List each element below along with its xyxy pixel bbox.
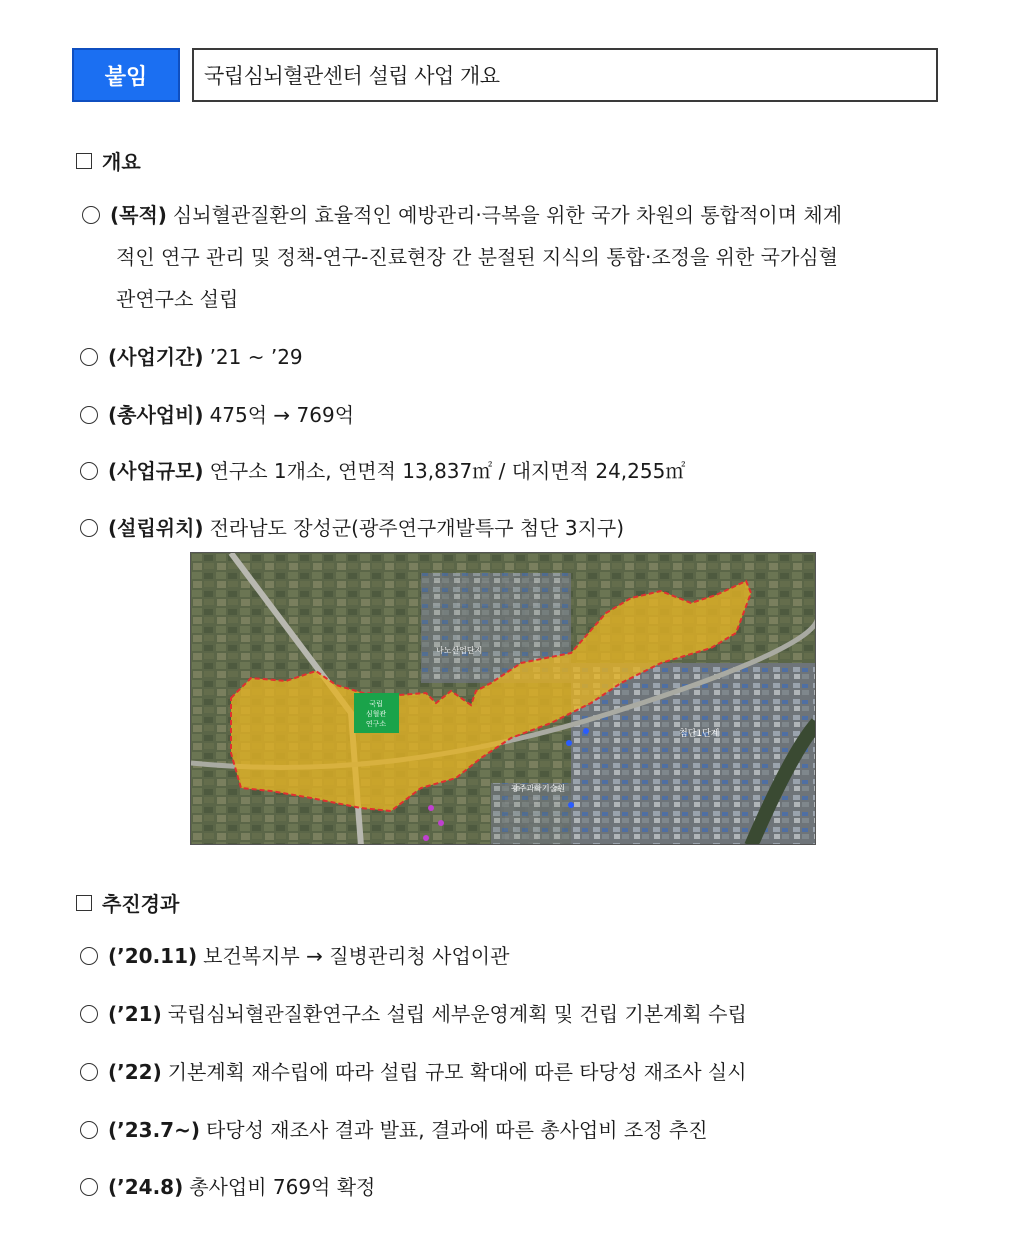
item-label: (’24.8) xyxy=(108,1175,184,1199)
item-text-continued: 적인 연구 관리 및 정책-연구-진료현장 간 분절된 지식의 통합·조정을 위한 국가심혈 xyxy=(116,245,838,269)
circle-bullet-icon xyxy=(80,462,98,480)
document-header xyxy=(72,48,938,102)
svg-text:국립: 국립 xyxy=(369,700,383,708)
item-location xyxy=(80,507,624,549)
item-label: (사업규모) xyxy=(108,459,204,483)
item-text: 연구소 1개소, 연면적 13,837㎡ / 대지면적 24,255㎡ xyxy=(209,459,686,483)
svg-text:첨단1단계: 첨단1단계 xyxy=(679,729,720,739)
item-label: (사업기간) xyxy=(108,345,204,369)
item-label: (’23.7~) xyxy=(108,1118,200,1142)
svg-text:연구소: 연구소 xyxy=(365,720,387,728)
item-text: ’21 ~ ’29 xyxy=(209,345,303,369)
circle-bullet-icon xyxy=(80,1063,98,1081)
section-heading: 추진경과 xyxy=(102,892,180,916)
item-purpose xyxy=(82,194,942,320)
item-text: 475억 → 769억 xyxy=(209,403,355,427)
progress-item xyxy=(80,1166,375,1208)
svg-text:심혈관: 심혈관 xyxy=(365,710,387,718)
item-text: 타당성 재조사 결과 발표, 결과에 따른 총사업비 조정 추진 xyxy=(205,1118,708,1142)
circle-bullet-icon xyxy=(80,1178,98,1196)
item-text: 기본계획 재수립에 따라 설립 규모 확대에 따른 타당성 재조사 실시 xyxy=(167,1060,747,1084)
checkbox-square-icon xyxy=(76,153,92,169)
progress-item xyxy=(80,993,747,1035)
site-map-image xyxy=(190,552,816,845)
item-text: 국립심뇌혈관질환연구소 설립 세부운영계획 및 건립 기본계획 수립 xyxy=(167,1002,747,1026)
item-label: (’22) xyxy=(108,1060,162,1084)
item-period xyxy=(80,336,303,378)
item-text: 총사업비 769억 확정 xyxy=(189,1175,376,1199)
circle-bullet-icon xyxy=(80,406,98,424)
item-text-continued: 관연구소 설립 xyxy=(116,287,239,311)
item-text: 심뇌혈관질환의 효율적인 예방관리·극복을 위한 국가 차원의 통합적이며 체계 xyxy=(172,203,843,227)
checkbox-square-icon xyxy=(76,895,92,911)
item-label: (목적) xyxy=(110,203,167,227)
attachment-badge: 붙임 xyxy=(72,48,180,102)
circle-bullet-icon xyxy=(80,1005,98,1023)
item-text: 보건복지부 → 질병관리청 사업이관 xyxy=(203,944,510,968)
item-label: (’20.11) xyxy=(108,944,198,968)
item-budget xyxy=(80,394,354,436)
item-scale xyxy=(80,450,685,492)
circle-bullet-icon xyxy=(82,206,100,224)
section-overview xyxy=(76,146,141,175)
item-label: (총사업비) xyxy=(108,403,204,427)
progress-item xyxy=(80,935,509,977)
document-title: 국립심뇌혈관센터 설립 사업 개요 xyxy=(192,48,938,102)
svg-text:광주과학기술원: 광주과학기술원 xyxy=(511,784,566,793)
item-text: 전라남도 장성군(광주연구개발특구 첨단 3지구) xyxy=(209,516,625,540)
progress-item xyxy=(80,1109,708,1151)
section-heading: 개요 xyxy=(102,150,141,174)
svg-text:나노산업단지: 나노산업단지 xyxy=(436,646,483,655)
item-label: (설립위치) xyxy=(108,516,204,540)
circle-bullet-icon xyxy=(80,947,98,965)
circle-bullet-icon xyxy=(80,348,98,366)
progress-item xyxy=(80,1051,747,1093)
item-label: (’21) xyxy=(108,1002,162,1026)
circle-bullet-icon xyxy=(80,1121,98,1139)
section-progress xyxy=(76,888,179,917)
circle-bullet-icon xyxy=(80,519,98,537)
